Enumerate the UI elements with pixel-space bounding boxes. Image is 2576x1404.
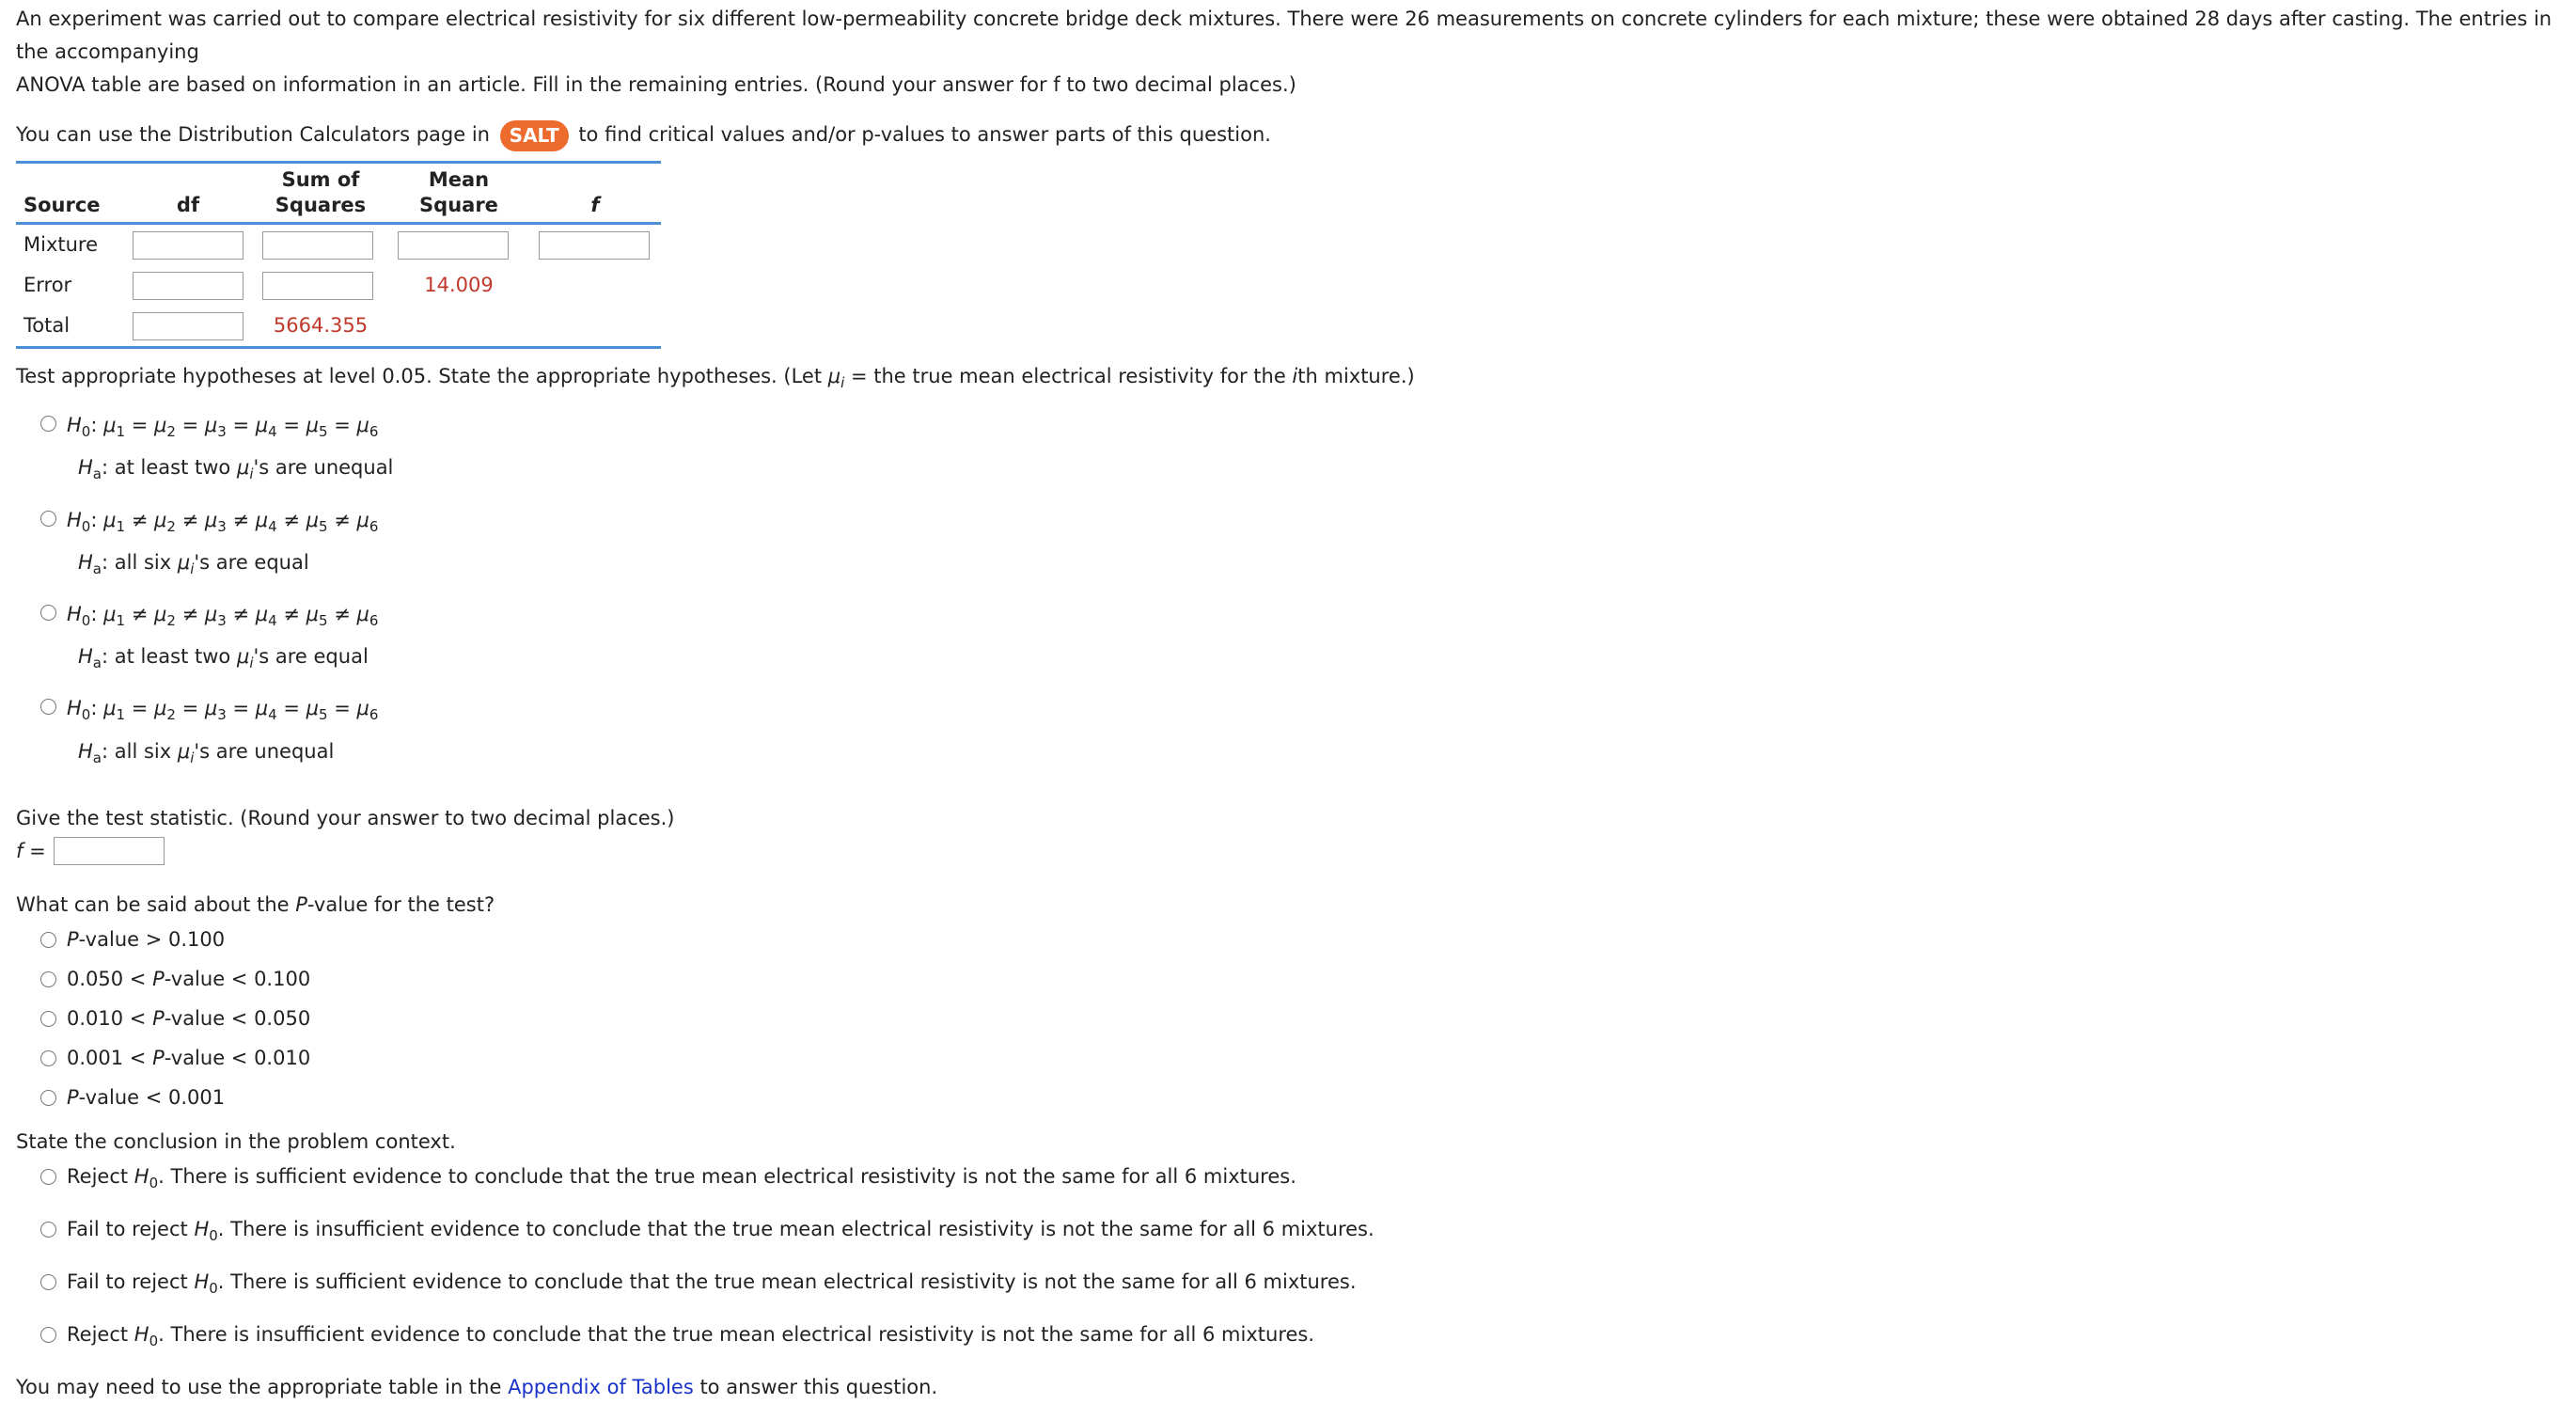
radio-button[interactable] <box>40 1090 56 1106</box>
hypothesis-option-1[interactable]: $H_0$: $\mu_1 = \mu_2 = \mu_3 = \mu_4 = \mu_5 = \mu_6$ $H_a$: at least two $\mu_i's$ are unequal <box>16 407 2564 492</box>
table-row-total <box>16 306 661 348</box>
test-stat-prompt: Give the test statistic. (Round your answer to two decimal places.) <box>16 806 675 829</box>
question-container <box>16 0 2564 1404</box>
hypotheses-prompt: Test appropriate hypotheses at level 0.05. State the appropriate hypotheses. (Let $\mu_i$ = the true mean electrical resistivity for the ith mixture.) <box>16 365 1415 392</box>
conclusion-option-1[interactable]: Reject $H_0$. There is sufficient evidence to conclude that the true mean electrical resistivity is not the same for all 6 mixtures. <box>16 1160 2564 1200</box>
test-stat-row <box>16 835 2564 868</box>
radio-button[interactable] <box>40 699 56 715</box>
radio-button[interactable] <box>40 1327 56 1343</box>
error-ss-input[interactable] <box>262 272 373 300</box>
radio-button[interactable] <box>40 1169 56 1185</box>
mixture-df-input[interactable] <box>133 231 243 260</box>
salt-badge-link[interactable]: SALT <box>500 120 569 151</box>
pvalue-prompt: What can be said about the P-value for the test? <box>16 892 495 916</box>
appendix-link[interactable]: Appendix of Tables <box>508 1376 694 1399</box>
radio-button[interactable] <box>40 605 56 621</box>
intro-line-1: An experiment was carried out to compare electrical resistivity for six different low-permeability concrete bridge deck mixtures. There were 26 measurements on concrete cylinders for each mixture; these were obtained 28 days after casting. The entries in the accompanying <box>16 8 2552 63</box>
row-label-total: Total <box>24 314 71 337</box>
conclusion-prompt: State the conclusion in the problem context. <box>16 1129 456 1153</box>
col-header-ms: Mean Square <box>419 168 498 216</box>
test-stat-label: f = <box>16 839 46 862</box>
error-df-input[interactable] <box>133 272 243 300</box>
conclusion-option-3[interactable]: Fail to reject $H_0$. There is sufficient evidence to conclude that the true mean electrical resistivity is not the same for all 6 mixtures. <box>16 1266 2564 1305</box>
pvalue-option-4[interactable]: 0.001 < P-value < 0.010 <box>16 1042 2564 1075</box>
pvalue-option-5[interactable]: P-value < 0.001 <box>16 1081 2564 1114</box>
radio-button[interactable] <box>40 932 56 948</box>
radio-button[interactable] <box>40 971 56 987</box>
intro-line-2: ANOVA table are based on information in an article. Fill in the remaining entries. (Round your answer for f to two decimal places.) <box>16 73 1296 96</box>
pvalue-option-1[interactable]: P-value > 0.100 <box>16 923 2564 956</box>
mixture-ms-input[interactable] <box>398 231 509 260</box>
col-header-df: df <box>176 194 200 216</box>
col-header-ss: Sum of Squares <box>275 168 367 216</box>
radio-button[interactable] <box>40 416 56 432</box>
table-row-error <box>16 265 661 306</box>
col-header-f: f <box>590 194 600 216</box>
mixture-f-input[interactable] <box>539 231 650 260</box>
footer-note: You may need to use the appropriate table in the Appendix of Tables to answer this question. <box>16 1376 938 1399</box>
table-row-mixture <box>16 224 661 266</box>
anova-table <box>16 161 661 349</box>
radio-button[interactable] <box>40 1011 56 1027</box>
error-ms-value: 14.009 <box>424 274 494 296</box>
conclusion-option-2[interactable]: Fail to reject $H_0$. There is insufficient evidence to conclude that the true mean electrical resistivity is not the same for all 6 mixtures. <box>16 1213 2564 1253</box>
pvalue-option-2[interactable]: 0.050 < P-value < 0.100 <box>16 963 2564 996</box>
col-header-source: Source <box>24 194 101 216</box>
conclusion-option-4[interactable]: Reject $H_0$. There is insufficient evidence to conclude that the true mean electrical resistivity is not the same for all 6 mixtures. <box>16 1318 2564 1358</box>
mixture-ss-input[interactable] <box>262 231 373 260</box>
hypothesis-option-2[interactable]: $H_0$: $\mu_1 \ne \mu_2 \ne \mu_3 \ne \mu_4 \ne \mu_5 \ne \mu_6$ $H_a$: all six $\mu_i's$ are equal <box>16 502 2564 587</box>
row-label-mixture: Mixture <box>24 233 99 256</box>
hypothesis-option-4[interactable]: $H_0$: $\mu_1 = \mu_2 = \mu_3 = \mu_4 = \mu_5 = \mu_6$ $H_a$: all six $\mu_i's$ are unequal <box>16 690 2564 775</box>
salt-line-before: You can use the Distribution Calculators page in <box>16 123 490 146</box>
conclusion-options <box>16 1160 2564 1359</box>
pvalue-options <box>16 923 2564 1114</box>
salt-line <box>16 116 2564 153</box>
pvalue-option-3[interactable]: 0.010 < P-value < 0.050 <box>16 1002 2564 1035</box>
hypothesis-option-3[interactable]: $H_0$: $\mu_1 \ne \mu_2 \ne \mu_3 \ne \mu_4 \ne \mu_5 \ne \mu_6$ $H_a$: at least two $\mu_i's$ are equal <box>16 596 2564 681</box>
test-stat-input[interactable] <box>54 837 165 865</box>
row-label-error: Error <box>24 274 72 296</box>
radio-button[interactable] <box>40 511 56 527</box>
radio-button[interactable] <box>40 1274 56 1290</box>
total-df-input[interactable] <box>133 312 243 340</box>
salt-line-after: to find critical values and/or p-values to answer parts of this question. <box>578 123 1271 146</box>
total-ss-value: 5664.355 <box>273 314 369 337</box>
radio-button[interactable] <box>40 1050 56 1066</box>
intro-text <box>16 0 2564 102</box>
radio-button[interactable] <box>40 1222 56 1238</box>
hypotheses-options <box>16 407 2564 776</box>
